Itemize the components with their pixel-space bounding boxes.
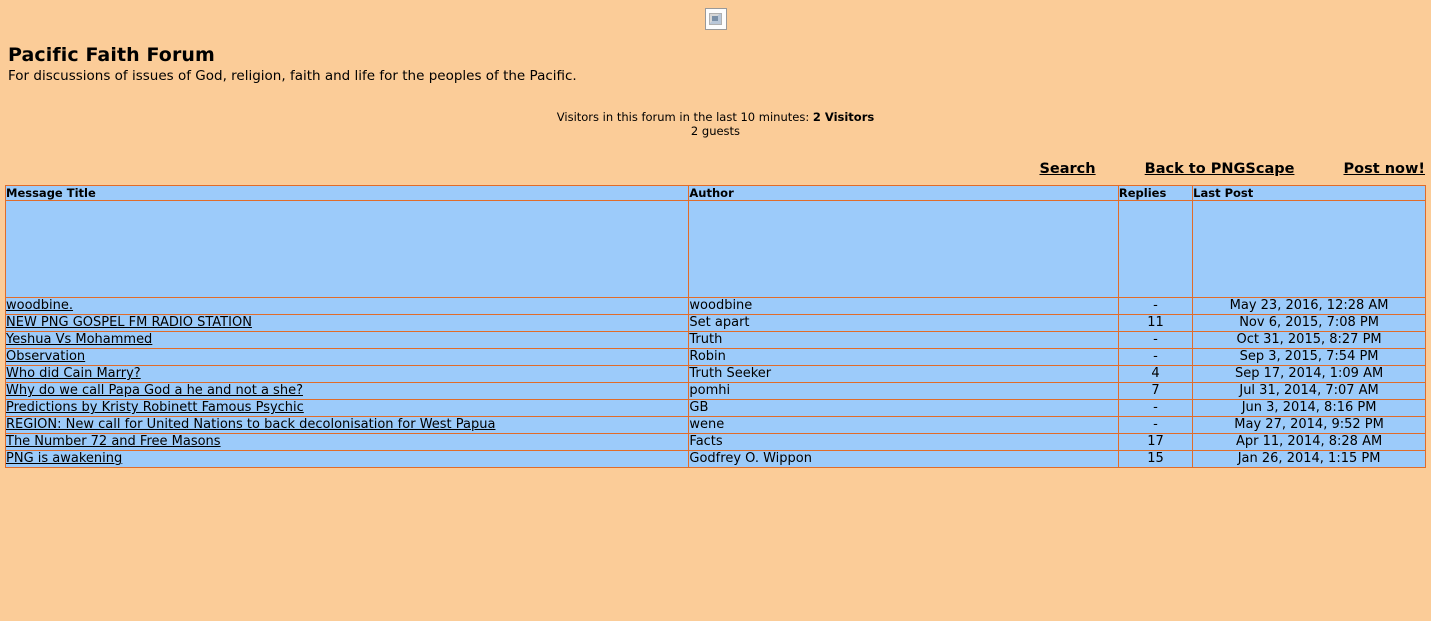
last-post-cell: Jul 31, 2014, 7:07 AM [1193, 382, 1426, 399]
message-title-link[interactable]: woodbine. [6, 298, 74, 314]
message-title-link[interactable]: Why do we call Papa God a he and not a she? [6, 383, 303, 399]
guest-count: 2 guests [690, 124, 741, 139]
replies-cell: - [1118, 416, 1192, 433]
table-header-row [6, 185, 1426, 200]
author-cell: pomhi [689, 382, 1119, 399]
column-header-last-post[interactable]: Last Post [1193, 185, 1426, 200]
author-cell: Truth Seeker [689, 365, 1119, 382]
replies-cell: 17 [1118, 433, 1192, 450]
replies-cell: 7 [1118, 382, 1192, 399]
visitor-line [0, 110, 1431, 124]
message-title-cell [6, 450, 689, 467]
message-title-cell [6, 331, 689, 348]
message-title-link[interactable]: REGION: New call for United Nations to back decolonisation for West Papua [6, 417, 496, 433]
replies-cell: - [1118, 331, 1192, 348]
table-row [6, 297, 1426, 314]
last-post-cell: Jan 26, 2014, 1:15 PM [1193, 450, 1426, 467]
last-post-cell: Apr 11, 2014, 8:28 AM [1193, 433, 1426, 450]
replies-cell: - [1118, 297, 1192, 314]
replies-cell: 15 [1118, 450, 1192, 467]
column-header-author[interactable]: Author [689, 185, 1119, 200]
replies-cell: - [1118, 348, 1192, 365]
forum-nav [0, 161, 1431, 177]
message-title-cell [6, 297, 689, 314]
author-cell: Godfrey O. Wippon [689, 450, 1119, 467]
author-cell: woodbine [689, 297, 1119, 314]
author-cell: Facts [689, 433, 1119, 450]
message-title-cell [6, 365, 689, 382]
message-title-link[interactable]: Who did Cain Marry? [6, 366, 141, 382]
message-title-link[interactable]: The Number 72 and Free Masons [6, 434, 221, 450]
message-title-cell [6, 399, 689, 416]
visitor-count: 2 Visitors [812, 110, 875, 124]
table-header [6, 185, 1426, 200]
table-row [6, 399, 1426, 416]
table-row [6, 365, 1426, 382]
empty-cell-last-post [1193, 200, 1426, 297]
page-title: Pacific Faith Forum [8, 44, 215, 66]
message-table [5, 185, 1426, 468]
message-title-cell [6, 348, 689, 365]
message-title-cell [6, 314, 689, 331]
message-title-link[interactable]: Predictions by Kristy Robinett Famous Psychic [6, 400, 304, 416]
post-now-link[interactable]: Post now! [1343, 160, 1425, 177]
empty-cell-title [6, 200, 689, 297]
column-header-replies[interactable]: Replies [1118, 185, 1192, 200]
table-row [6, 450, 1426, 467]
last-post-cell: May 27, 2014, 9:52 PM [1193, 416, 1426, 433]
forum-header [0, 38, 1431, 84]
message-title-link[interactable]: NEW PNG GOSPEL FM RADIO STATION [6, 315, 252, 331]
empty-cell-author [689, 200, 1119, 297]
author-cell: Robin [689, 348, 1119, 365]
message-title-link[interactable]: PNG is awakening [6, 451, 123, 467]
author-cell: GB [689, 399, 1119, 416]
visitor-prefix: Visitors in this forum in the last 10 minutes: [556, 110, 810, 124]
last-post-cell: Sep 17, 2014, 1:09 AM [1193, 365, 1426, 382]
message-title-cell [6, 433, 689, 450]
author-cell: wene [689, 416, 1119, 433]
last-post-cell: Sep 3, 2015, 7:54 PM [1193, 348, 1426, 365]
visitor-stats [0, 110, 1431, 139]
author-cell: Set apart [689, 314, 1119, 331]
message-title-link[interactable]: Yeshua Vs Mohammed [6, 332, 153, 348]
replies-cell: - [1118, 399, 1192, 416]
broken-image-icon [705, 8, 727, 30]
replies-cell: 4 [1118, 365, 1192, 382]
table-row [6, 416, 1426, 433]
table-row [6, 382, 1426, 399]
replies-cell: 11 [1118, 314, 1192, 331]
last-post-cell: Jun 3, 2014, 8:16 PM [1193, 399, 1426, 416]
empty-cell-replies [1118, 200, 1192, 297]
message-title-cell [6, 416, 689, 433]
last-post-cell: Nov 6, 2015, 7:08 PM [1193, 314, 1426, 331]
table-row [6, 314, 1426, 331]
table-row [6, 348, 1426, 365]
last-post-cell: May 23, 2016, 12:28 AM [1193, 297, 1426, 314]
last-post-cell: Oct 31, 2015, 8:27 PM [1193, 331, 1426, 348]
site-logo-area [0, 0, 1431, 38]
forum-description: For discussions of issues of God, religion, faith and life for the peoples of the Pacific. [8, 68, 577, 84]
message-title-cell [6, 382, 689, 399]
back-to-pngscape-link[interactable]: Back to PNGScape [1144, 160, 1295, 177]
table-row [6, 433, 1426, 450]
column-header-message-title[interactable]: Message Title [6, 185, 689, 200]
table-empty-row [6, 200, 1426, 297]
table-row [6, 331, 1426, 348]
author-cell: Truth [689, 331, 1119, 348]
table-body [6, 200, 1426, 467]
search-link[interactable]: Search [1039, 160, 1096, 177]
message-title-link[interactable]: Observation [6, 349, 86, 365]
